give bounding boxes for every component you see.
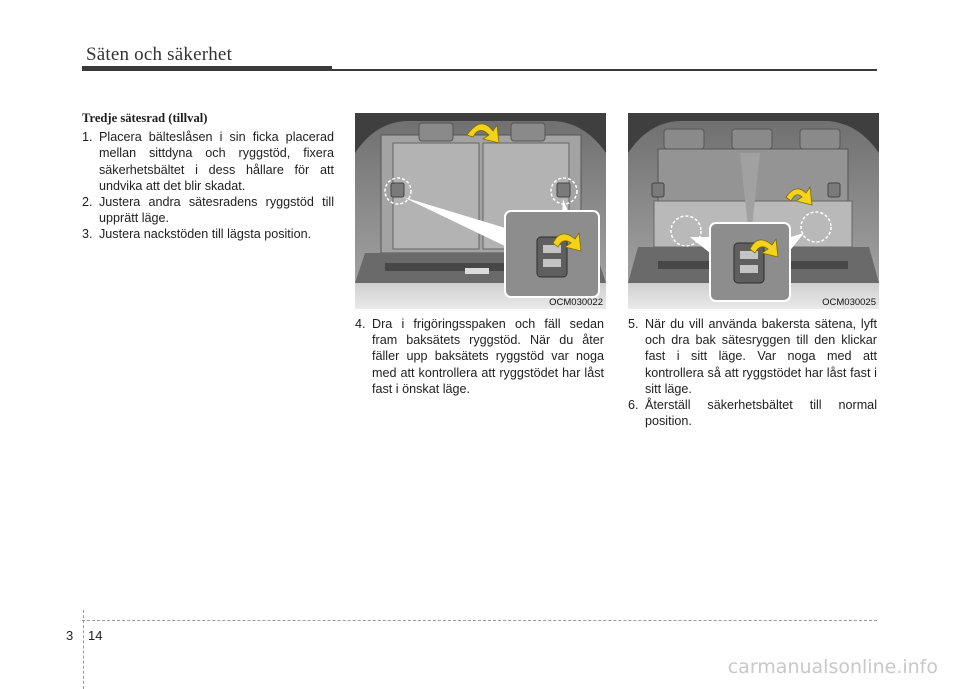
step-number: 3. [82, 227, 93, 242]
step-number: 1. [82, 130, 93, 145]
step-number: 5. [628, 317, 639, 331]
text-column-left [82, 110, 334, 243]
step-number: 6. [628, 398, 639, 413]
text-column-right [628, 316, 877, 429]
steps-list-left [82, 129, 334, 242]
step-item [628, 397, 877, 429]
step-item [355, 316, 604, 397]
step-number: 2. [82, 195, 93, 210]
subsection-title: Tredje sätesrad (tillval) [82, 111, 208, 125]
cargo-area-illustration-2 [628, 113, 879, 309]
step-text: Justera nackstöden till lägsta position. [99, 227, 312, 242]
step-number: 4. [355, 317, 366, 331]
steps-list-middle [355, 316, 604, 397]
header-rule-thick [82, 66, 332, 71]
figure-seat-release-lever [355, 113, 606, 309]
watermark: carmanualsonline.info [727, 656, 938, 678]
figure-code: OCM030022 [549, 297, 603, 308]
step-text: Återställ säkerhetsbältet till normal position. [645, 398, 877, 429]
section-header-title: Säten och säkerhet [86, 44, 233, 65]
page-number: 14 [88, 628, 103, 643]
step-text: Justera andra sätesradens ryggstöd till upprätt läge. [99, 195, 334, 226]
header-rule-thin [332, 69, 877, 71]
figure-code: OCM030025 [822, 297, 876, 308]
footer-rule [82, 620, 877, 621]
step-item [82, 129, 334, 194]
figure-seat-backrest-lift [628, 113, 879, 309]
steps-list-right [628, 316, 877, 429]
text-column-middle [355, 316, 604, 397]
chapter-number: 3 [66, 628, 74, 643]
footer-vertical-rule [83, 610, 84, 689]
step-item [628, 316, 877, 397]
step-text: Placera bälteslåsen i sin ficka placerad mellan sittdyna och ryggstöd, fixera säkerhetsbältet i dess hållare för att undvika att det blir skadat. [99, 130, 334, 193]
step-item [82, 226, 334, 242]
step-text: När du vill använda bakersta sätena, lyft och dra bak sätesryggen till den klickar fast i sitt läge. Var noga med att kontrollera så att ryggstödet har låst fast i sitt läge. [645, 317, 877, 396]
step-text: Dra i frigöringsspaken och fäll sedan fram baksätets ryggstöd. När du åter fäller upp baksätets ryggstöd var noga med att kontrollera att ryggstödet har låst fast i önskat läge. [372, 317, 604, 396]
step-item [82, 194, 334, 226]
cargo-area-illustration [355, 113, 606, 309]
